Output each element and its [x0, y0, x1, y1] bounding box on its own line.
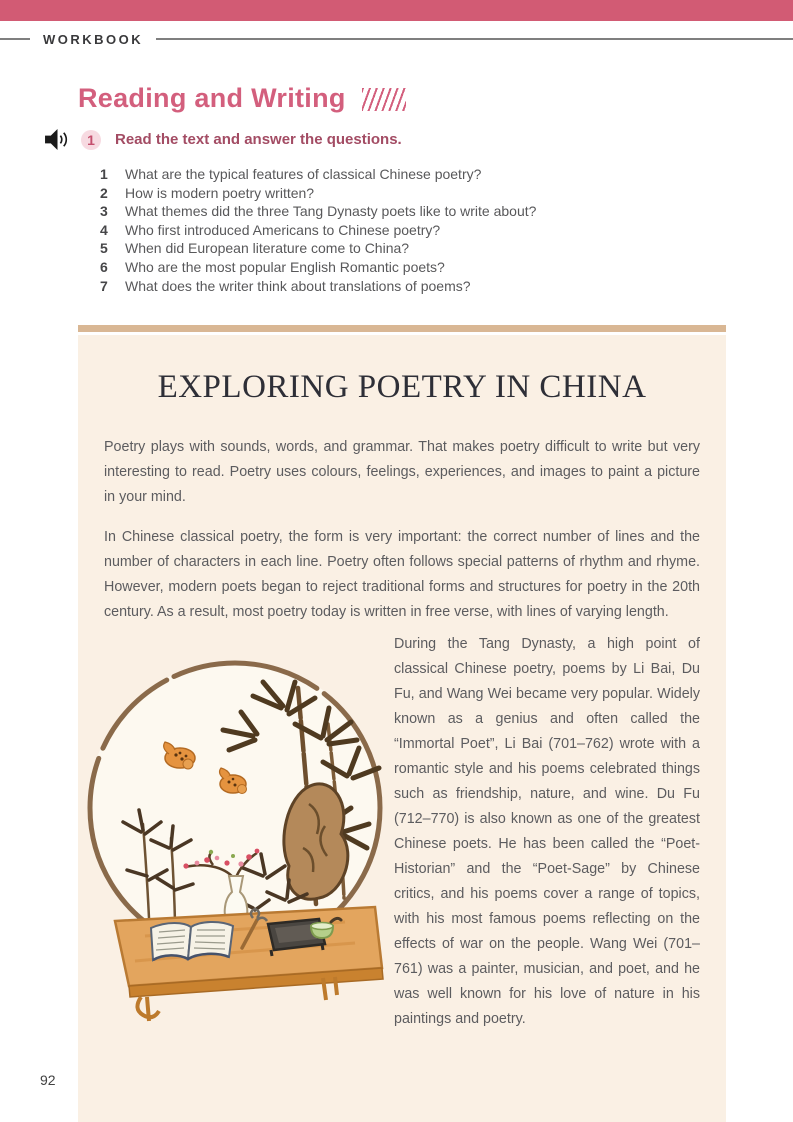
header-label: WORKBOOK — [43, 31, 144, 47]
question-text: Who are the most popular English Romantic poets? — [125, 258, 445, 275]
moon-window-painting — [85, 636, 385, 1026]
question-item — [100, 258, 536, 277]
page-header — [0, 30, 793, 48]
question-number: 6 — [100, 258, 108, 275]
desk — [115, 907, 383, 1021]
exercise-number-badge: 1 — [81, 130, 101, 150]
question-number: 5 — [100, 240, 108, 257]
header-rule-right — [156, 38, 793, 40]
article-title: EXPLORING POETRY IN CHINA — [157, 369, 647, 405]
question-text: Who first introduced Americans to Chinese poetry? — [125, 221, 441, 238]
figure-row — [85, 636, 700, 1032]
question-number: 2 — [100, 184, 108, 201]
question-item — [100, 221, 536, 240]
page-number: 92 — [40, 1072, 56, 1088]
stripes-decoration-icon — [362, 88, 406, 111]
article-paragraph-3: During the Tang Dynasty, a high point of classical Chinese poetry, poems by Li Bai, Du Fu, and Wang Wei became very popular. Widely known as a genius and often called the “Immortal Poet”, Li Bai (701–762) wrote with a romantic style and his poems celebrated things such as friendship, nature, and wine. Du Fu (712–770) is also known as one of the greatest Chinese poets. He has been called the “Poet-Historian” and the “Poet-Sage” by Chinese critics, and his poems cover a range of topics, with his most famous poems reflecting on the effects of war on the people. Wang Wei (701–761) was a painter, musician, and poet, and he was well known for his love of nature in his paintings and poetry. — [394, 636, 700, 1027]
question-text: What are the typical features of classical Chinese poetry? — [125, 166, 482, 182]
section-title-row — [78, 83, 406, 114]
open-book — [151, 922, 233, 960]
question-item — [100, 184, 536, 203]
chinese-painting-illustration — [85, 636, 385, 1026]
rock — [284, 784, 348, 899]
section-title: Reading and Writing — [78, 83, 346, 113]
audio-speaker-icon — [44, 128, 71, 151]
article-paragraph-2: In Chinese classical poetry, the form is very important: the correct number of lines and the number of characters in each line. Poetry often follows special patterns of rhythm and rhyme. However, modern poets began to reject traditional forms and structures for poetry in the 20th century. As a result, most poetry today is written in free verse, with lines of varying length. — [104, 529, 700, 620]
top-accent-bar — [0, 0, 793, 21]
question-number: 1 — [100, 166, 108, 182]
header-rule-left — [0, 38, 30, 40]
question-list — [100, 165, 536, 295]
question-number: 7 — [100, 277, 108, 294]
question-text: What does the writer think about translations of poems? — [125, 277, 471, 294]
exercise-header — [44, 128, 402, 151]
question-item — [100, 239, 536, 258]
panel-top-bar — [78, 325, 726, 332]
question-number: 3 — [100, 203, 108, 220]
question-number: 4 — [100, 221, 108, 238]
question-text: What themes did the three Tang Dynasty poets like to write about? — [125, 203, 537, 220]
reading-panel — [78, 325, 726, 1122]
exercise-instruction: Read the text and answer the questions. — [115, 131, 402, 148]
question-item — [100, 165, 536, 184]
question-text: When did European literature come to China? — [125, 240, 410, 257]
desk-leg — [137, 997, 159, 1021]
question-item — [100, 202, 536, 221]
question-text: How is modern poetry written? — [125, 184, 315, 201]
panel-body — [78, 335, 726, 1122]
article-paragraph-1: Poetry plays with sounds, words, and grammar. That makes poetry difficult to write but very interesting to read. Poetry uses colours, feelings, experiences, and images to paint a picture in your mind. — [104, 439, 700, 505]
question-item — [100, 277, 536, 296]
